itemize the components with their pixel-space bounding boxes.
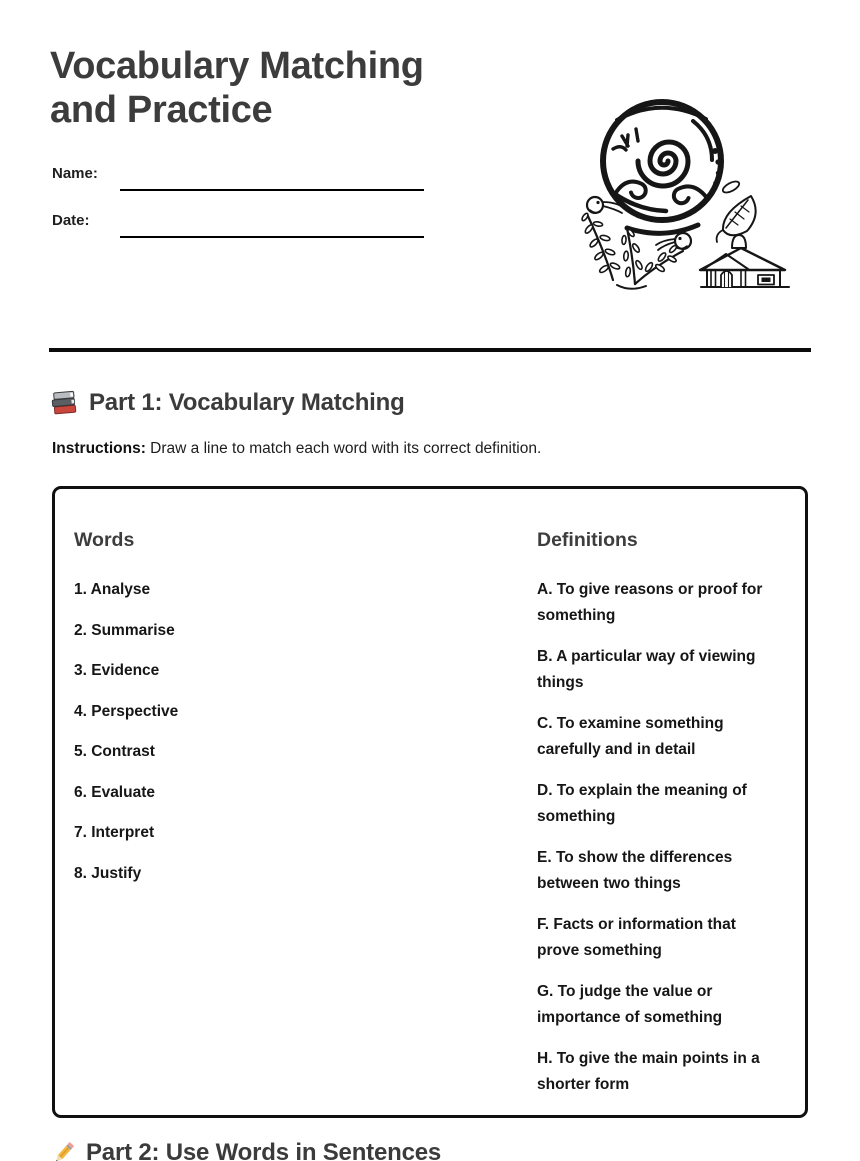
house <box>700 235 789 287</box>
part1-heading <box>50 388 405 418</box>
page-title <box>50 44 530 132</box>
pencil-icon <box>50 1140 77 1161</box>
word-item: 1. Analyse <box>74 581 151 598</box>
part2-heading-text: Part 2: Use Words in Sentences <box>86 1139 442 1161</box>
part1-instructions <box>52 440 541 458</box>
word-item: 5. Contrast <box>74 743 155 760</box>
books-icon <box>50 388 80 418</box>
definition-item: G. To judge the value or importance of something <box>537 983 723 1026</box>
definitions-header: Definitions <box>537 529 638 551</box>
part1-heading-text: Part 1: Vocabulary Matching <box>89 389 405 416</box>
name-label: Name: <box>52 165 98 182</box>
word-item: 8. Justify <box>74 864 142 882</box>
instructions-label: Instructions: <box>52 440 146 457</box>
definition-item: A. To give reasons or proof for something <box>537 581 763 624</box>
word-item: 4. Perspective <box>74 702 179 720</box>
word-item: 3. Evidence <box>74 662 160 679</box>
instructions-text: Draw a line to match each word with its correct definition. <box>145 440 542 457</box>
section-divider <box>49 348 811 352</box>
word-item: 2. Summarise <box>74 621 175 639</box>
definition-item: B. A particular way of viewing things <box>537 648 756 691</box>
words-column <box>74 529 537 901</box>
definition-item: C. To examine something carefully and in detail <box>537 715 724 758</box>
part2-heading <box>50 1139 441 1161</box>
page-title-line2: and Practice <box>50 89 273 131</box>
definition-item: H. To give the main points in a shorter form <box>537 1050 760 1093</box>
definitions-column <box>537 529 777 1113</box>
word-item: 7. Interpret <box>74 824 155 841</box>
page-title-line1: Vocabulary Matching <box>50 45 424 87</box>
matching-box <box>52 486 808 1118</box>
name-field[interactable] <box>120 167 424 191</box>
date-label: Date: <box>52 212 90 229</box>
leaf <box>717 179 756 242</box>
words-header: Words <box>74 529 135 551</box>
koru-illustration <box>565 88 790 293</box>
word-item: 6. Evaluate <box>74 783 155 801</box>
date-field[interactable] <box>120 214 424 238</box>
definition-item: E. To show the differences between two things <box>537 849 733 892</box>
definition-item: F. Facts or information that prove something <box>537 916 736 959</box>
definition-item: D. To explain the meaning of something <box>537 782 747 825</box>
